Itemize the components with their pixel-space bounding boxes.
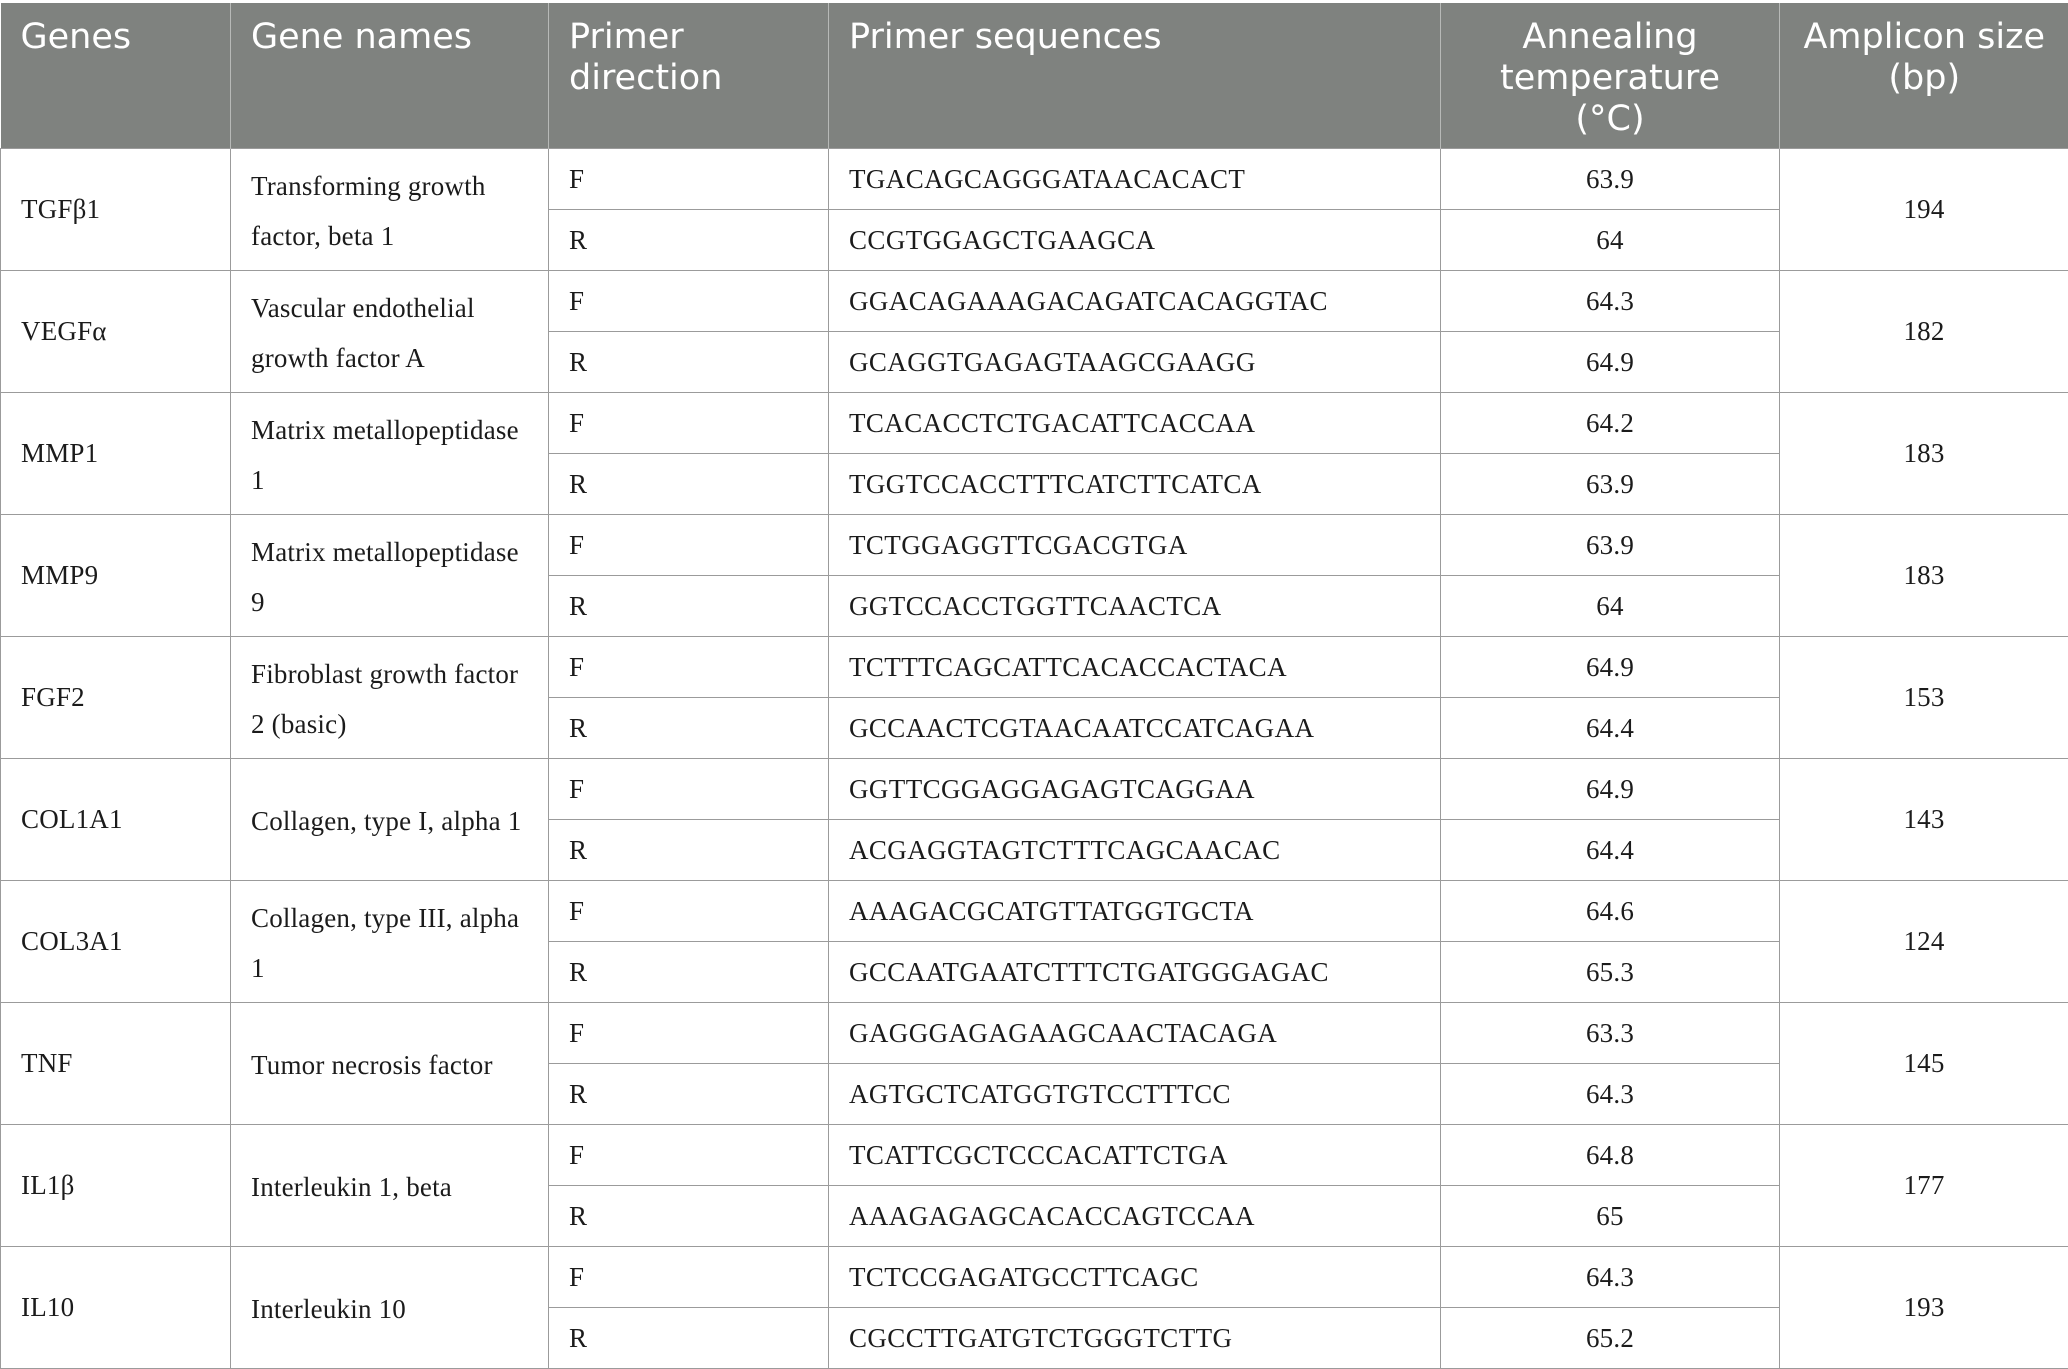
amplicon-size-cell: 193 (1780, 1247, 2068, 1369)
annealing-temperature-cell: 65.2 (1441, 1308, 1780, 1369)
annealing-temperature-cell: 64.3 (1441, 1247, 1780, 1308)
header-primer-sequences: Primer sequences (829, 3, 1441, 149)
amplicon-size-cell: 183 (1780, 393, 2068, 515)
primer-sequence-cell: AGTGCTCATGGTGTCCTTTCC (829, 1064, 1441, 1125)
primer-sequence-cell: GCCAATGAATCTTTCTGATGGGAGAC (829, 942, 1441, 1003)
annealing-temperature-cell: 64.3 (1441, 1064, 1780, 1125)
annealing-temperature-cell: 64.9 (1441, 637, 1780, 698)
annealing-temperature-cell: 63.9 (1441, 149, 1780, 210)
primer-sequence-cell: AAAGAGAGCACACCAGTCCAA (829, 1186, 1441, 1247)
gene-name-cell: Vascular endothelial growth factor A (231, 271, 549, 393)
gene-symbol-cell: TNF (1, 1003, 231, 1125)
annealing-temperature-cell: 64.3 (1441, 271, 1780, 332)
table-row (1, 271, 2068, 332)
primer-direction-cell: F (549, 1125, 829, 1186)
primer-sequence-cell: CCGTGGAGCTGAAGCA (829, 210, 1441, 271)
header-annealing-temperature: Annealing temperature (°C) (1441, 3, 1780, 149)
table-row (1, 637, 2068, 698)
annealing-temperature-cell: 64.6 (1441, 881, 1780, 942)
primer-sequence-cell: TCTCCGAGATGCCTTCAGC (829, 1247, 1441, 1308)
table-body (1, 149, 2068, 1369)
gene-symbol-cell: MMP1 (1, 393, 231, 515)
annealing-temperature-cell: 64.2 (1441, 393, 1780, 454)
primer-direction-cell: F (549, 515, 829, 576)
amplicon-size-cell: 145 (1780, 1003, 2068, 1125)
gene-symbol-cell: IL1β (1, 1125, 231, 1247)
primer-direction-cell: F (549, 759, 829, 820)
primer-direction-cell: F (549, 637, 829, 698)
annealing-temperature-cell: 64 (1441, 576, 1780, 637)
table-header (1, 3, 2068, 149)
gene-name-cell: Fibroblast growth factor 2 (basic) (231, 637, 549, 759)
primer-sequence-cell: TGGTCCACCTTTCATCTTCATCA (829, 454, 1441, 515)
primer-direction-cell: R (549, 820, 829, 881)
table-row (1, 515, 2068, 576)
annealing-temperature-cell: 65.3 (1441, 942, 1780, 1003)
primer-sequence-cell: TCTGGAGGTTCGACGTGA (829, 515, 1441, 576)
primer-direction-cell: F (549, 1003, 829, 1064)
gene-name-cell: Transforming growth factor, beta 1 (231, 149, 549, 271)
primer-direction-cell: R (549, 332, 829, 393)
primer-direction-cell: F (549, 393, 829, 454)
primer-sequence-cell: GCAGGTGAGAGTAAGCGAAGG (829, 332, 1441, 393)
gene-symbol-cell: VEGFα (1, 271, 231, 393)
table-row (1, 759, 2068, 820)
primer-direction-cell: R (549, 698, 829, 759)
amplicon-size-cell: 143 (1780, 759, 2068, 881)
header-amplicon-size: Amplicon size (bp) (1780, 3, 2068, 149)
annealing-temperature-cell: 64.9 (1441, 759, 1780, 820)
primer-sequence-cell: TCACACCTCTGACATTCACCAA (829, 393, 1441, 454)
primer-direction-cell: R (549, 210, 829, 271)
primer-direction-cell: F (549, 881, 829, 942)
table-row (1, 1247, 2068, 1308)
header-gene-names: Gene names (231, 3, 549, 149)
primer-direction-cell: R (549, 1186, 829, 1247)
amplicon-size-cell: 124 (1780, 881, 2068, 1003)
primer-direction-cell: R (549, 1308, 829, 1369)
primer-table (0, 3, 2068, 1369)
annealing-temperature-cell: 64.9 (1441, 332, 1780, 393)
primer-sequence-cell: TCTTTCAGCATTCACACCACTACA (829, 637, 1441, 698)
annealing-temperature-cell: 65 (1441, 1186, 1780, 1247)
gene-name-cell: Collagen, type I, alpha 1 (231, 759, 549, 881)
primer-direction-cell: R (549, 576, 829, 637)
primer-sequence-cell: ACGAGGTAGTCTTTCAGCAACAC (829, 820, 1441, 881)
gene-name-cell: Tumor necrosis factor (231, 1003, 549, 1125)
primer-sequence-cell: CGCCTTGATGTCTGGGTCTTG (829, 1308, 1441, 1369)
annealing-temperature-cell: 63.3 (1441, 1003, 1780, 1064)
table-row (1, 149, 2068, 210)
primer-sequence-cell: GGTCCACCTGGTTCAACTCA (829, 576, 1441, 637)
annealing-temperature-cell: 64 (1441, 210, 1780, 271)
gene-symbol-cell: TGFβ1 (1, 149, 231, 271)
gene-name-cell: Collagen, type III, alpha 1 (231, 881, 549, 1003)
primer-direction-cell: F (549, 1247, 829, 1308)
primer-sequence-cell: GGTTCGGAGGAGAGTCAGGAA (829, 759, 1441, 820)
table-row (1, 1003, 2068, 1064)
primer-sequence-cell: TGACAGCAGGGATAACACACT (829, 149, 1441, 210)
annealing-temperature-cell: 63.9 (1441, 515, 1780, 576)
primer-direction-cell: R (549, 454, 829, 515)
annealing-temperature-cell: 64.4 (1441, 820, 1780, 881)
amplicon-size-cell: 153 (1780, 637, 2068, 759)
table-row (1, 1125, 2068, 1186)
gene-symbol-cell: FGF2 (1, 637, 231, 759)
gene-symbol-cell: MMP9 (1, 515, 231, 637)
annealing-temperature-cell: 64.4 (1441, 698, 1780, 759)
annealing-temperature-cell: 64.8 (1441, 1125, 1780, 1186)
gene-symbol-cell: COL3A1 (1, 881, 231, 1003)
gene-name-cell: Matrix metallopeptidase 1 (231, 393, 549, 515)
annealing-temperature-cell: 63.9 (1441, 454, 1780, 515)
amplicon-size-cell: 183 (1780, 515, 2068, 637)
gene-symbol-cell: IL10 (1, 1247, 231, 1369)
gene-name-cell: Interleukin 1, beta (231, 1125, 549, 1247)
gene-name-cell: Interleukin 10 (231, 1247, 549, 1369)
header-genes: Genes (1, 3, 231, 149)
primer-direction-cell: R (549, 942, 829, 1003)
amplicon-size-cell: 194 (1780, 149, 2068, 271)
gene-name-cell: Matrix metallopeptidase 9 (231, 515, 549, 637)
primer-sequence-cell: GGACAGAAAGACAGATCACAGGTAC (829, 271, 1441, 332)
primer-sequence-cell: TCATTCGCTCCCACATTCTGA (829, 1125, 1441, 1186)
primer-direction-cell: F (549, 271, 829, 332)
primer-sequence-cell: GCCAACTCGTAACAATCCATCAGAA (829, 698, 1441, 759)
table-row (1, 881, 2068, 942)
primer-direction-cell: R (549, 1064, 829, 1125)
primer-direction-cell: F (549, 149, 829, 210)
gene-symbol-cell: COL1A1 (1, 759, 231, 881)
table-row (1, 393, 2068, 454)
amplicon-size-cell: 177 (1780, 1125, 2068, 1247)
primer-sequence-cell: AAAGACGCATGTTATGGTGCTA (829, 881, 1441, 942)
header-primer-direction: Primer direction (549, 3, 829, 149)
amplicon-size-cell: 182 (1780, 271, 2068, 393)
primer-sequence-cell: GAGGGAGAGAAGCAACTACAGA (829, 1003, 1441, 1064)
